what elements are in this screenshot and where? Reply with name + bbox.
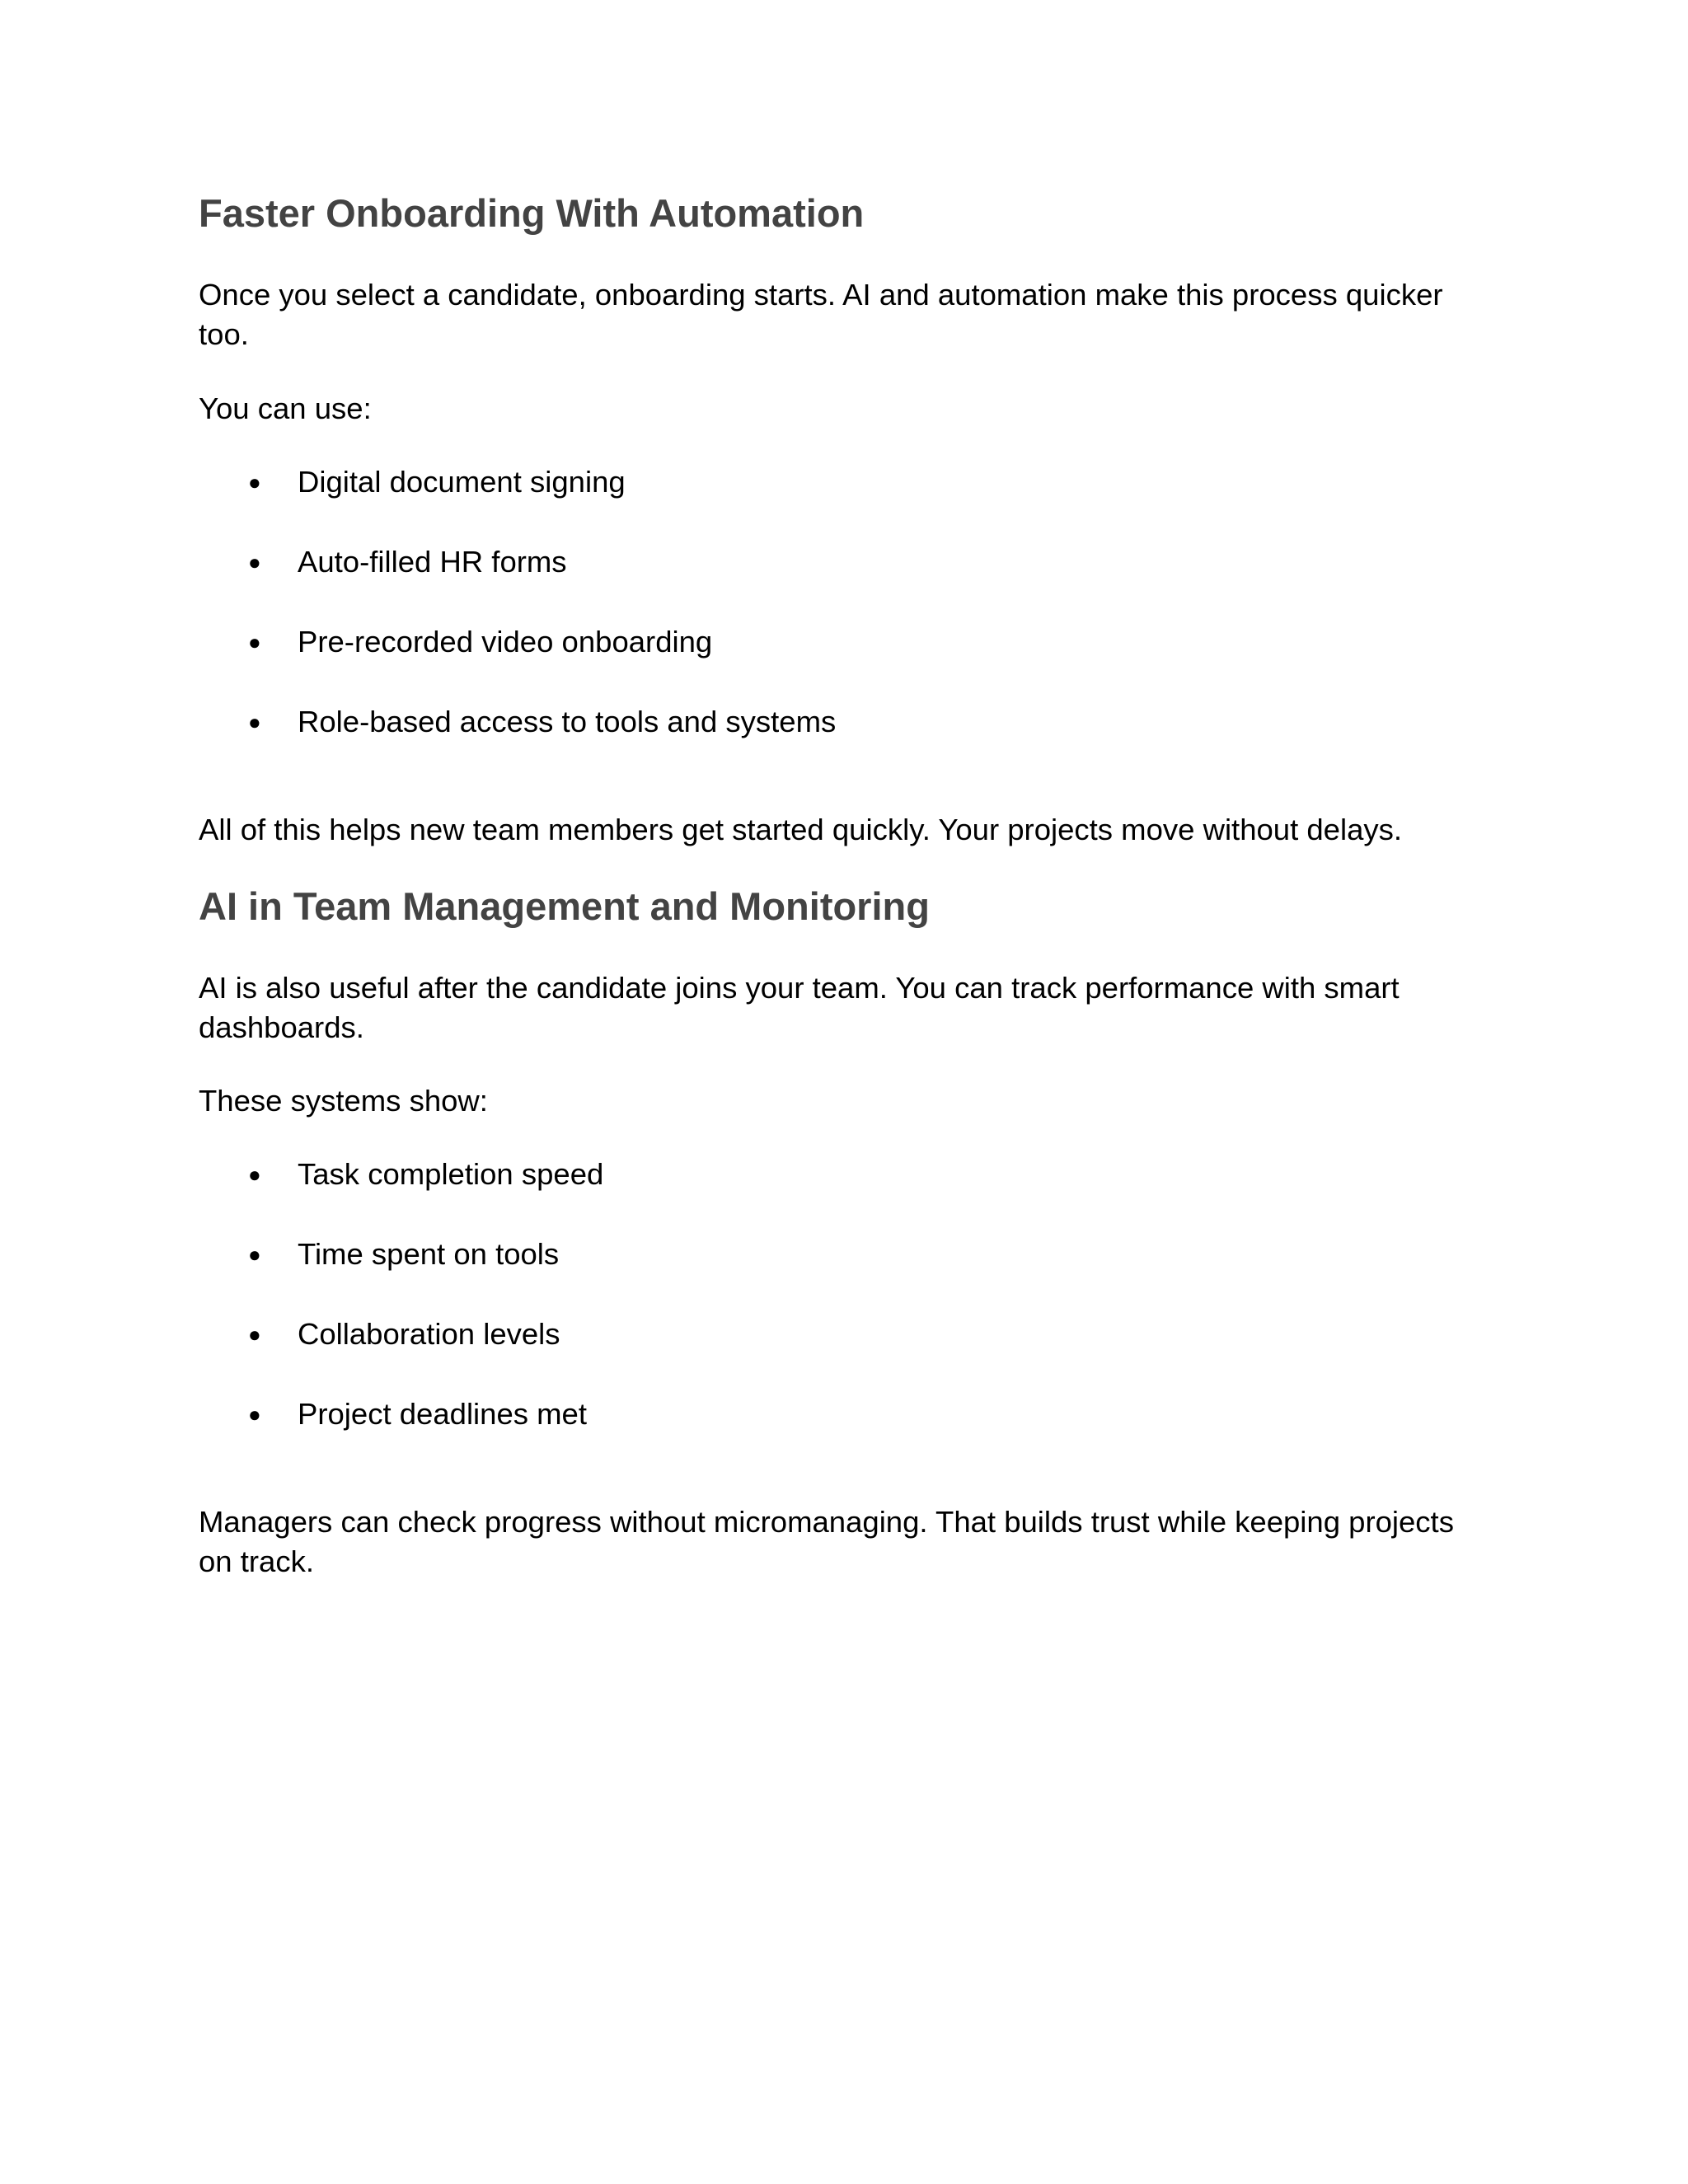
list-item (199, 622, 1484, 662)
team-management-closing-paragraph: Managers can check progress without micromanaging. That builds trust while keeping projects on track. (199, 1505, 1454, 1578)
section-heading-onboarding: Faster Onboarding With Automation (199, 191, 865, 235)
bullet-icon: ● (248, 470, 261, 494)
list-item-text: Collaboration levels (298, 1317, 560, 1351)
list-item (199, 702, 1484, 742)
monitoring-metrics-list (199, 1155, 1484, 1434)
bullet-icon: ● (248, 550, 261, 574)
list-item-text: Pre-recorded video onboarding (298, 625, 713, 658)
list-item-text: Project deadlines met (298, 1397, 587, 1431)
onboarding-closing-paragraph: All of this helps new team members get started quickly. Your projects move without delays. (199, 813, 1403, 846)
list-item-text: Role-based access to tools and systems (298, 705, 837, 738)
onboarding-lead-paragraph: You can use: (199, 391, 372, 425)
list-item (199, 462, 1484, 502)
bullet-icon: ● (248, 630, 261, 654)
team-management-lead-paragraph: These systems show: (199, 1084, 488, 1118)
list-item (199, 542, 1484, 582)
section-heading-team-management: AI in Team Management and Monitoring (199, 884, 930, 928)
bullet-icon: ● (248, 1402, 261, 1427)
bullet-icon: ● (248, 710, 261, 734)
bullet-icon: ● (248, 1162, 261, 1187)
list-item (199, 1155, 1484, 1194)
team-management-intro-paragraph: AI is also useful after the candidate joins your team. You can track performance with smart dashboards. (199, 971, 1400, 1044)
list-item (199, 1315, 1484, 1354)
bullet-icon: ● (248, 1242, 261, 1267)
list-item-text: Auto-filled HR forms (298, 545, 567, 579)
onboarding-tools-list (199, 462, 1484, 742)
onboarding-intro-paragraph: Once you select a candidate, onboarding starts. AI and automation make this process quicker too. (199, 278, 1443, 351)
document-content (199, 190, 1484, 1582)
list-item-text: Time spent on tools (298, 1237, 560, 1271)
list-item (199, 1235, 1484, 1274)
list-item (199, 1394, 1484, 1434)
list-item-text: Task completion speed (298, 1157, 604, 1191)
list-item-text: Digital document signing (298, 465, 626, 499)
bullet-icon: ● (248, 1322, 261, 1347)
